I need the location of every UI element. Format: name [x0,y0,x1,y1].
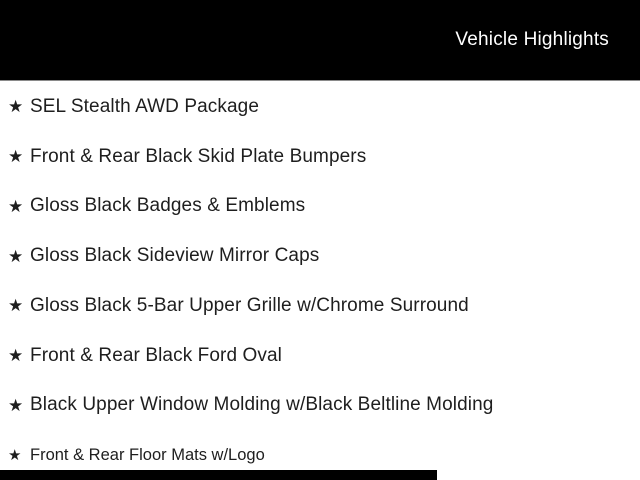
highlight-item [0,381,640,431]
highlight-label: Gloss Black Badges & Emblems [30,195,306,217]
highlight-label: Front & Rear Black Skid Plate Bumpers [30,145,367,167]
star-icon: ★ [8,196,24,216]
star-icon: ★ [8,147,24,167]
star-icon: ★ [8,446,22,464]
highlight-item [0,82,640,132]
highlight-label: Black Upper Window Molding w/Black Beltline Molding [30,394,494,416]
highlight-label: Front & Rear Black Ford Oval [30,344,282,366]
star-icon: ★ [8,346,24,366]
highlight-item [0,281,640,331]
highlight-label: Front & Rear Floor Mats w/Logo [30,445,265,464]
highlight-label: Gloss Black 5-Bar Upper Grille w/Chrome Surround [30,294,469,316]
page-title: Vehicle Highlights [455,29,609,50]
highlight-item [0,132,640,182]
highlight-item [0,331,640,381]
star-icon: ★ [8,97,24,117]
highlights-list [0,82,640,480]
header-bar [0,0,640,81]
star-icon: ★ [8,246,24,266]
footer-bar [0,470,437,480]
highlight-item [0,182,640,232]
star-icon: ★ [8,395,24,415]
highlight-label: SEL Stealth AWD Package [30,95,260,117]
highlight-label: Gloss Black Sideview Mirror Caps [30,245,320,267]
star-icon: ★ [8,296,24,316]
highlight-item [0,231,640,281]
